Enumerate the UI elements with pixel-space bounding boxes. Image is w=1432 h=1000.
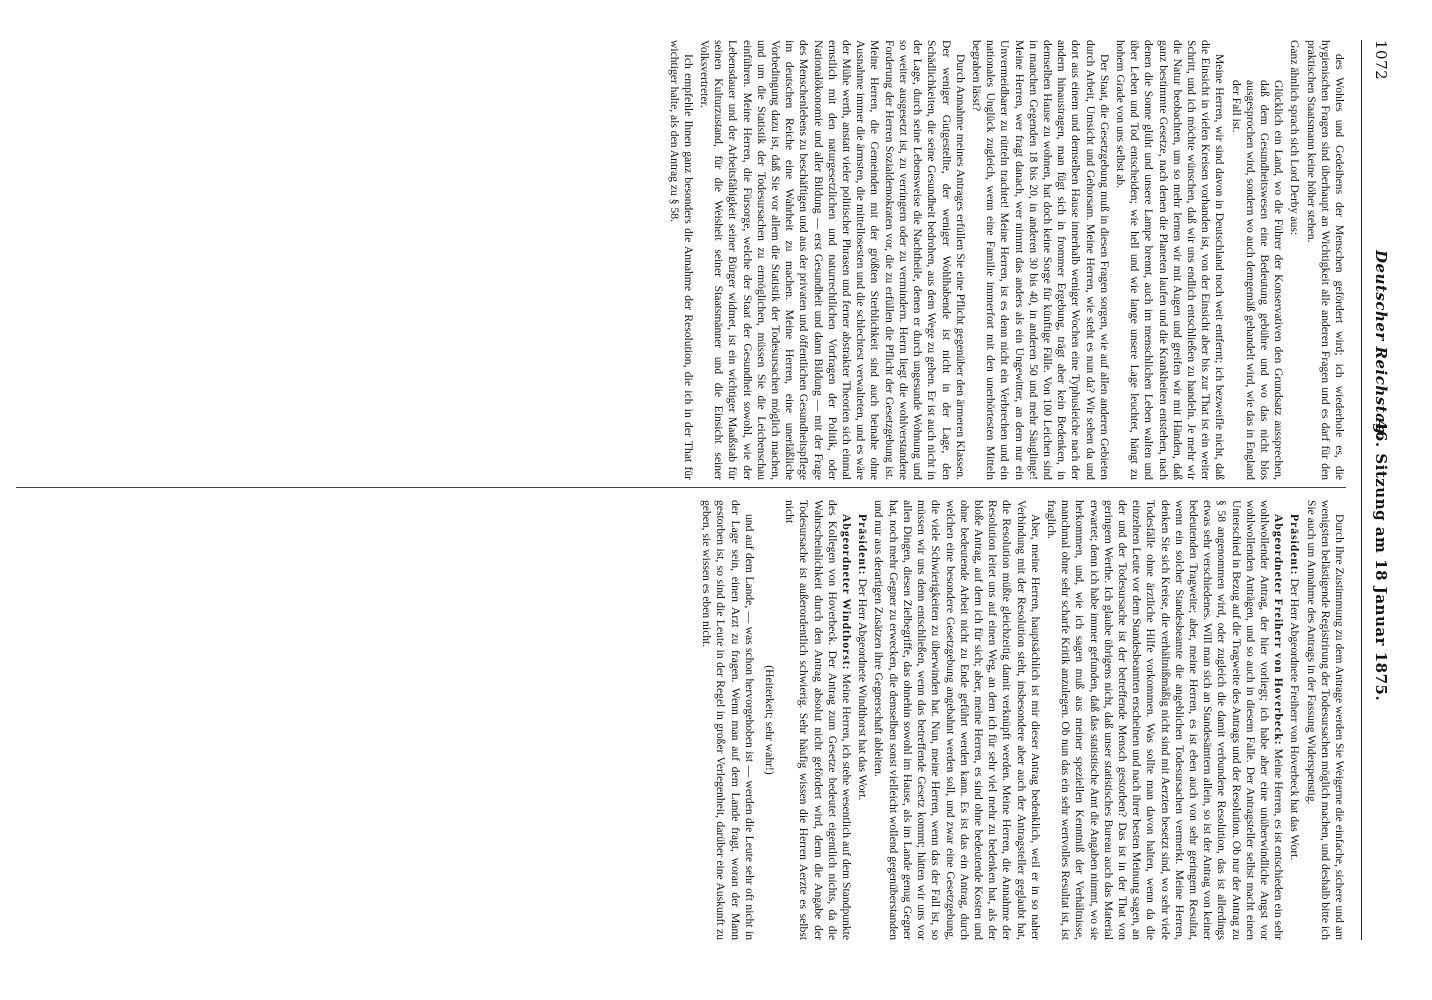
paragraph: Durch Annahme meines Antrages erfüllen Sie eine Pflicht gegenüber den ärmeren Klassen. Der weniger Gutgestellte, der weniger Wohlhabende ist nicht in der Lage, den Schädlichkeiten, die seine Gesundheit bedrohen, aus dem Wege zu gehen. Er ist auch nicht in der Lage, durch seine Lebensweise die Nachtheile, denen er durch ungesunde Wohnung und so weiter ausgesetzt ist, zu verringern oder zu vermindern. Herrn liegt die wohlverstandene Forderung der Herren Sozialdemokraten vor, die zu erfüllen die Pflicht der Gesetzgebung ist. Meine Herren, die Gemeinden mit der größten Sterblichkeit sind auch beinahe ohne Ausnahme immer die ärmsten, die mittellosesten und die schlechtest verwalteten, und es wäre der Mühe werth, anstatt vieler politischer Phrasen und ferner abstrakter Theorien sich einmal ernstlich mit den naturgesetzlichen und naturrechtlichen Vorfragen der Politik, oder Nationalökonomie und aller Bildung — erst Gesundheit und dann Bildung — mit der Frage des Menschenlebens zu beschäftigen und aus der privaten und öffentlichen Gesundheitspflege im deutschen Reiche eine Wahrheit zu machen. Meine Herren, eine unerläßliche Vorbedingung dazu ist, daß Sie vor allem die Statistik der Todesursachen möglich machen, und um die Statistik der Todesursachen zu ermöglichen, müssen Sie die Leichenschau einführen. Meine Herren, die Fürsorge, welche der Staat der Gesundheit sowohl, wie der Lebensdauer und der Arbeitsfähigkeit seiner Bürger widmet, ist ein wichtiger Maaßstab für seinen Kulturzustand, für die Weisheit seiner Staatsmänner und die Einsicht seiner Volksvertreter. bbox=[698, 40, 967, 480]
paragraph bbox=[855, 500, 869, 940]
paragraph bbox=[1044, 500, 1285, 940]
speaker-name: Abgeordneter Freiherr von Hoverbeck: bbox=[1272, 514, 1286, 746]
paragraph-text: Meine Herren, es ist entschieden ein sehr wohlwollender Antrag, der hier vorliegt; ich habe aber eine unüberwindliche Angst vor wohlwollenden Anträgen, und so auch in diesem Falle. Der Antragsteller selbst macht einen Unterschied in Bezug auf die Tragweite des Antrags und der Resolution. Ob nur der Antrag zu § 58 angenommen wird, oder zugleich die damit verbundene Resolution, das ist allerdings etwas sehr verschiedenes. Will man sich an Standesämtern allein, so ist der Antrag von keiner bedeutenden Tragweite; aber, meine Herren, es ist eben auch von sehr geringem Resultat, wenn ein solcher Standesbeamte die angeblichen Todesursachen vermerkt. Meine Herren, denken Sie sich Kreise, die verhältnißmäßig nicht sind mit Aerzten besetzt sind, wo sehr viele Todesfälle ohne ärztliche Hilfe vorkommen. Was sollte man davon halten, wenn da die einzelnen Leute vor dem Standesbeamten erscheinen und nach ihrer besten Meinung sagen, an der und der Todesursache ist der betreffende Mensch gestorben? Das ist in der That von geringem Werthe. Ich glaube übrigens nicht, daß unser statistisches Bureau auch das Material erwartet; denn ich habe immer gefunden, daß das statistische Amt die Angaben nimmt, wo sie herkommen, und, wie ich sagen muß aus meiner speziellen Kenntniß der Verhältnisse, manchmal ohne sehr scharfe Kritik anzulegen. Ob nun das ein sehr wertvolles Resultat ist, ist fraglich. bbox=[1044, 500, 1286, 940]
paragraph: des Wohles und Gedeihens der Menschen gefördert wird; ich wiederhole es, die hygienischen Fragen sind überhaupt an Wichtigkeit alle anderen Fragen und es darf für den praktischen Staatsmann keine höher stehen. bbox=[1304, 40, 1346, 480]
column-divider bbox=[16, 487, 1346, 488]
session-info: 46. Sitzung am 18 Januar 1875. bbox=[1372, 420, 1390, 702]
paragraph-text: und auf dem Lande, — was schon hervorgehoben ist — werden die Leute sehr oft nicht in der Lage sein, einen Arzt zu fragen. Wenn man auf dem Lande fragt, woran der Mann gestorben ist, so sind die Leute in der Regel in großer Verlegenheit, darüber eine Auskunft zu geben, sie wissen es eben nicht. bbox=[700, 500, 756, 940]
paragraph-text: Aber, meine Herren, hauptsächlich ist mir dieser Antrag bedenklich, weil er in so naher Verbindung mit der Resolution steht, insbesondere aber auch der Antragsteller geglaubt hat, die Resolution müßte gleichzeitig damit verknüpft werden. Meine Herren, die Annahme der Resolution leitet uns auf einen Weg, an dem ich für sehr viel mehr zu bedenken hat, als der bloße Antrag, auf dem ich für sich; aber, meine Herren, es sind ohne bedeutende Kosten und ohne bedeutende Arbeit nicht zu Ende geführt werden kann. Es ist das ein Antrag, durch welchen eine besondere Gesetzgebung angebahnt werden soll, und zwar eine Gesetzgebung, die viele Schwierigkeiten zu überwinden hat. Nun, meine Herren, wenn das der Fall ist, so müssen wir uns denn entschließen, wenn das betreffende Gesetz kommt; hätten wir uns vor allen Dingen, diesen Zielbegriffe, das ohnehin sowohl im Hause, als im Lande genug Gegner hat, noch mehr Gegner zu erwecken, die demselben sonst vielleicht wollend gegenüberstanden und nur aus derartigen Zusätzen ihre Gegnerschaft ableiten. bbox=[872, 500, 1042, 940]
speaker-name: Abgeordneter Windthorst: bbox=[840, 514, 854, 671]
paragraph bbox=[762, 500, 776, 940]
paragraph: Meine Herren, wir sind davon in Deutschland noch weit entfernt; ich bezweifle nicht, daß die Einsicht in vielen Kreisen vorhanden ist, von der Einsicht aber bis zur That ist ein weiter Schritt, und ich möchte wünschen, daß wir uns endlich entschließen zu handeln. Je mehr wir die Natur beobachten, um so mehr lernen wir mit Augen und greifen wir mit Händen, daß ganz bestimmte Gesetze, nach denen die Planeten laufen und die Krankheiten entstehen, nach denen die Sonne glüht und unsere Lampe brennt, auch im menschlichen Leben walten und über Leben und Tod entscheiden; wie hell und wie lange unsere Lage leuchtet, hängt zu hohem Grade von uns selbst ab. bbox=[1113, 40, 1227, 480]
speaker-name: Präsident: bbox=[856, 514, 870, 576]
paragraph: Ganz ähnlich sprach sich Lord Derby aus: bbox=[1288, 40, 1302, 236]
paragraph-text: Durch Ihre Zustimmung zu dem Antrage werden Sie Weigerne die einfache, sichere und am wenigsten belästigende Registrirung der Todesursachen möglich machen, und deshalb bitte ich Sie auch um Annahme des Antrags in der Fassung Widerspenstig. bbox=[1304, 500, 1346, 940]
page-number: 1072 bbox=[1372, 40, 1390, 81]
header-divider bbox=[1361, 40, 1362, 940]
paragraph-text: Der Herr Abgeordnete Windthorst hat das Wort. bbox=[856, 578, 870, 801]
paragraph: Ich empfehle Ihnen ganz besonders die Annahme der Resolution, die ich in der That für wichtiger halte, als den Antrag zu § 58. bbox=[667, 40, 695, 480]
paragraph bbox=[871, 500, 1041, 940]
paragraph-text: (Heiterkeit; sehr wahr!) bbox=[763, 665, 777, 775]
paragraph bbox=[699, 500, 756, 940]
footer-strip bbox=[1398, 0, 1432, 1000]
page-header bbox=[1360, 40, 1390, 940]
publication-title: Deutscher Reichstag. bbox=[1372, 250, 1390, 441]
speaker-name: Präsident: bbox=[1288, 514, 1302, 576]
paragraph: Der Staat, die Gesetzgebung muß in diesen Fragen sorgen, wie auf allen anderen Gebieten durch Arbeit, Umsicht und Gehorsam. Meine Herren, wie steht es nun da? Wir sehen da und dort aus einem und demselben Hause innerhalb weniger Wochen eine Typhusleiche nach der andern hinaustragen, man fügt sich in frommer Ergebung, trägt aber kein Bedenken, in demselben Hause zu wohnen, hat doch keine Sorge für künftige Fälle. Von 100 Leichen sind in manchen Gegenden 18 bis 20, in anderen 30 bis 40, in anderen 50 und mehr Säuglinge! Meine Herren, wer fragt danach, wer nimmt das anders als ein Ungewitter, an dem nur ein Unvermeidbarer zu rütteln trachtet! Meine Herren, ist es denn nicht ein Verbrechen und ein nationales Unglück zugleich, wenn eine Familie immerfort mit den unerhörtesten Mitteln begraben lässt? bbox=[969, 40, 1111, 480]
paragraph bbox=[782, 500, 853, 940]
text-column-left bbox=[16, 40, 1346, 480]
paragraph-text: Meine Herren, ich stehe wesentlich auf dem Standpunkte des Kollegen von Hoverbeck. Der Antrag zum Gesetze bedeutet eigentlich nichts, da die Wahrscheinlichkeit durch den Antrag absolut nicht gefördert wird, denn die Angabe der Todesursache ist außerordentlich schwierig. Sehr häufig wissen die Herren Aerzte es selbst nicht bbox=[783, 500, 854, 940]
text-column-right bbox=[16, 500, 1346, 940]
paragraph bbox=[1303, 500, 1346, 940]
paragraph: Glücklich ein Land, wo die Führer der Konservativen den Grundsatz aussprechen, daß dem Gesundheitswesen eine Bedeutung gebühre und wo das nicht blos ausgesprochen wird, sondern wo auch demgemäß gehandelt wird, wie das in England der Fall ist. bbox=[1229, 80, 1286, 480]
paragraph bbox=[1287, 500, 1301, 940]
paragraph-text: Der Herr Abgeordnete Freiherr von Hoverbeck hat das Wort. bbox=[1288, 578, 1302, 861]
